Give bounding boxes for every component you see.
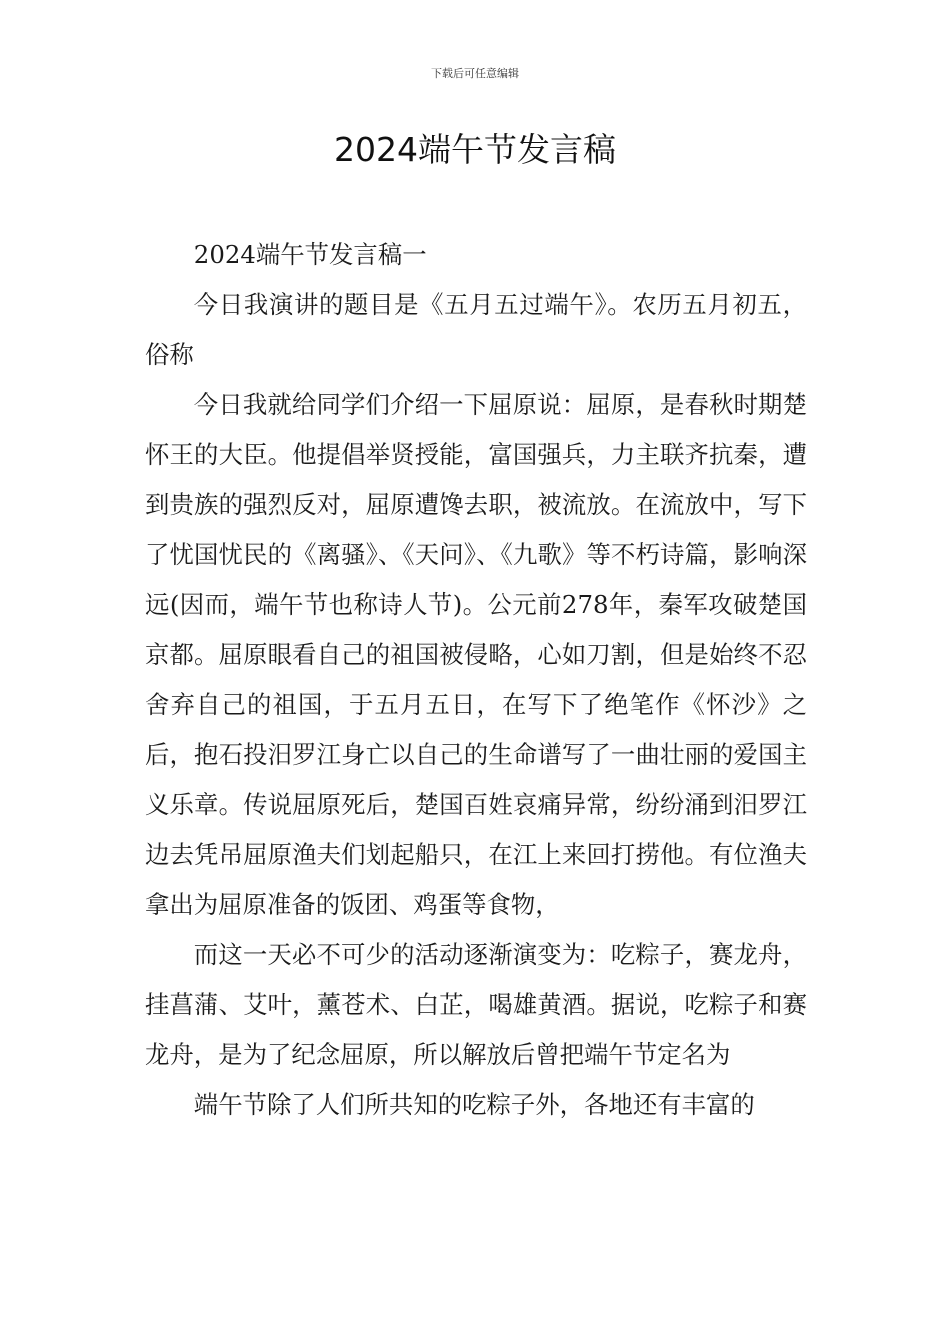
paragraph-intro: 今日我演讲的题目是《五月五过端午》。农历五月初五，俗称 [145, 290, 807, 369]
paragraph-subtitle: 2024端午节发言稿一 [193, 240, 427, 269]
paragraph-customs: 而这一天必不可少的活动逐渐演变为：吃粽子，赛龙舟，挂菖蒲、艾叶，薰苍术、白芷，喝雄黄酒。据说，吃粽子和赛龙舟，是为了纪念屈原，所以解放后曾把端午节定名为 [145, 940, 807, 1069]
header-note: 下载后可任意编辑 [431, 67, 519, 80]
paragraph-regional: 端午节除了人们所共知的吃粽子外，各地还有丰富的 [193, 1090, 755, 1119]
paragraph-quyuan: 今日我就给同学们介绍一下屈原说：屈原，是春秋时期楚怀王的大臣。他提倡举贤授能，富国强兵，力主联齐抗秦，遭到贵族的强烈反对，屈原遭馋去职，被流放。在流放中，写下了忧国忧民的《离骚》、《天问》、《九歌》等不朽诗篇，影响深远(因而，端午节也称诗人节)。公元前278年，秦军攻破楚国京都。屈原眼看自己的祖国被侵略，心如刀割，但是始终不忍舍弃自己的祖国，于五月五日，在写下了绝笔作《怀沙》之后，抱石投汨罗江身亡以自己的生命谱写了一曲壮丽的爱国主义乐章。传说屈原死后，楚国百姓哀痛异常，纷纷涌到汨罗江边去凭吊屈原渔夫们划起船只，在江上来回打捞他。有位渔夫拿出为屈原准备的饭团、鸡蛋等食物， [145, 390, 807, 919]
document-title: 2024端午节发言稿 [334, 130, 616, 169]
document-body [145, 230, 807, 1130]
